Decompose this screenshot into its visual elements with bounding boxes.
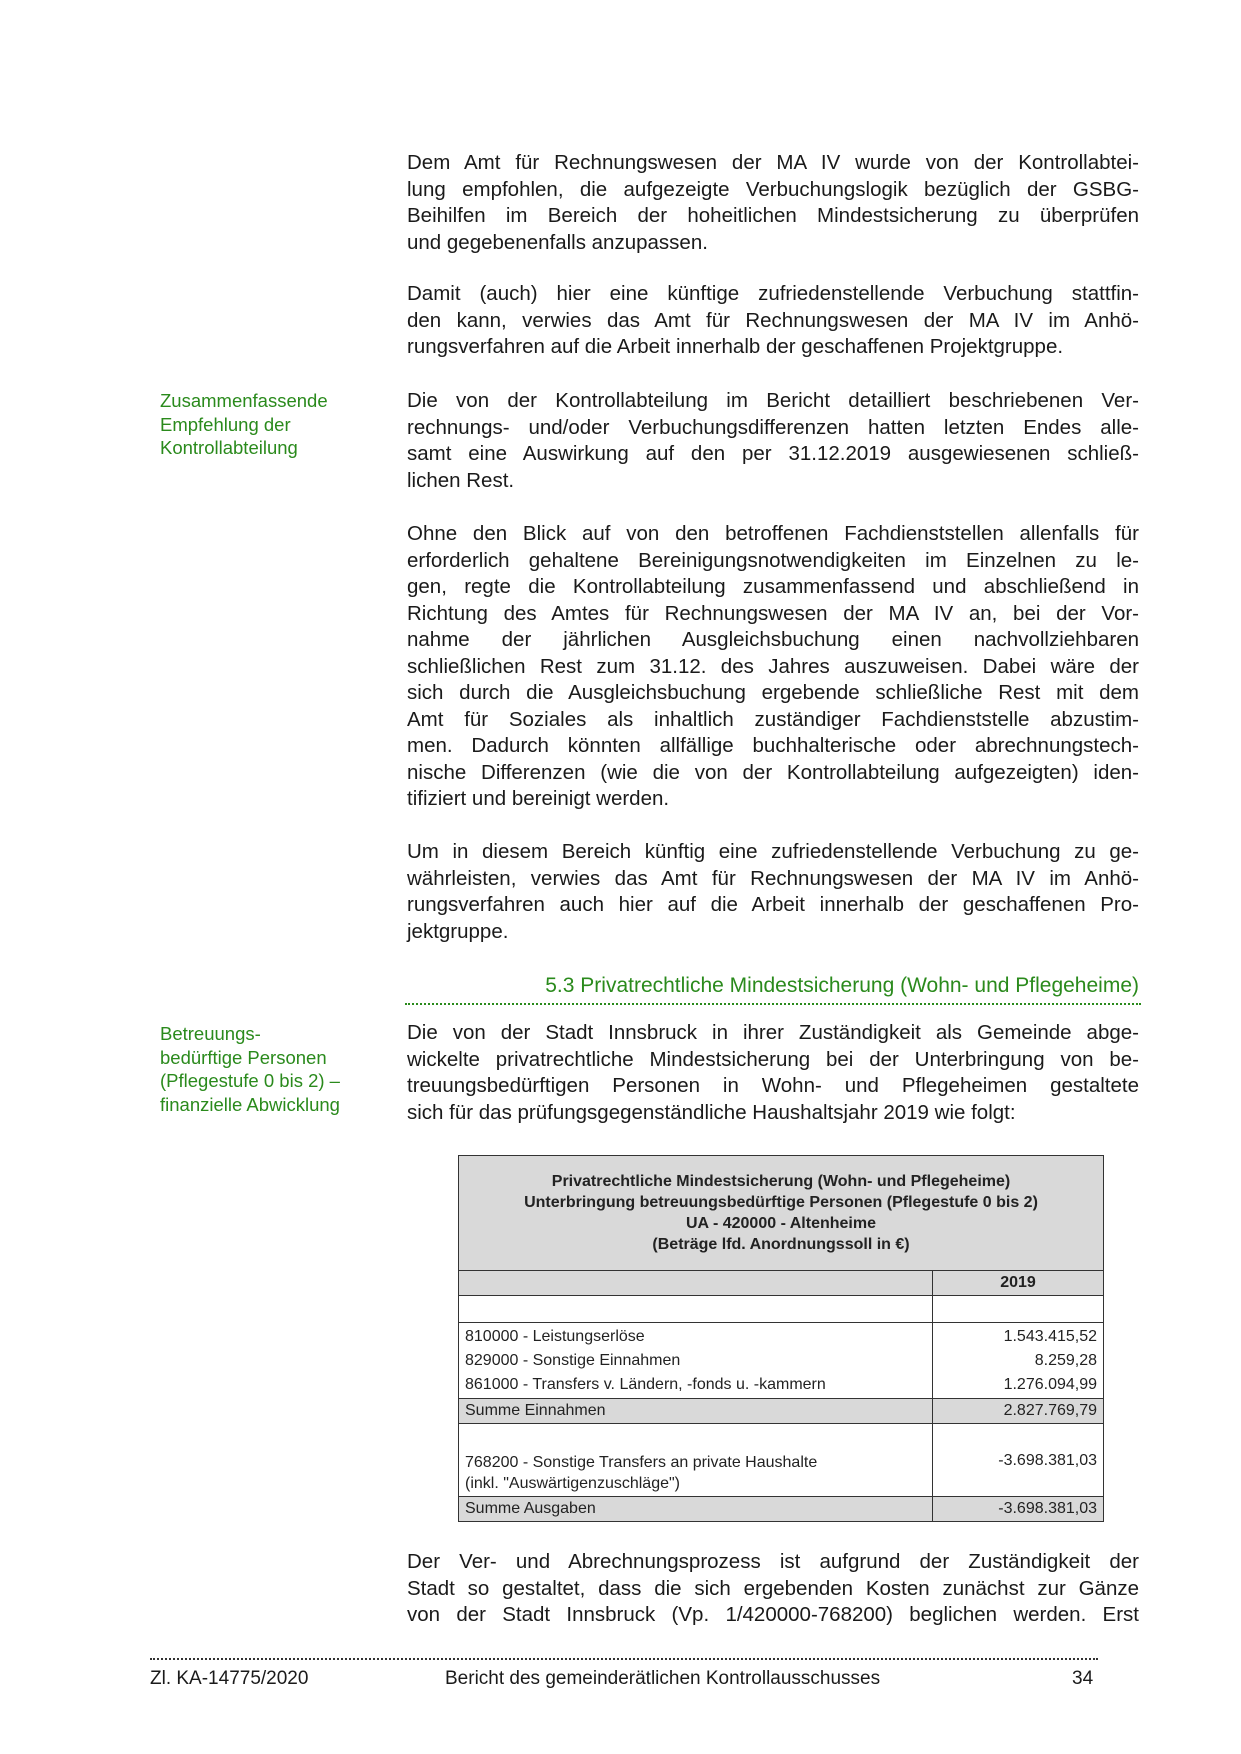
section-heading: 5.3 Privatrechtliche Mindestsicherung (Wohn- und Pflegeheime): [545, 974, 1139, 997]
text-line: rungsverfahren auf die Arbeit innerhalb der geschaffenen Projektgruppe.: [407, 335, 1064, 358]
table-row-income-sum: [459, 1399, 1104, 1424]
text-line: Ohne den Blick auf von den betroffenen Fachdienststellen allenfalls für: [407, 522, 1139, 545]
text-line: treuungsbedürftigen Personen in Wohn- und Pflegeheimen gestaltete: [407, 1074, 1139, 1097]
paragraph-adjustment-booking: [407, 521, 1139, 813]
income-value: 1.276.094,99: [1003, 1375, 1097, 1393]
blank-cell: [459, 1296, 933, 1323]
financial-table: [458, 1155, 1104, 1522]
text-line: Beihilfen im Bereich der hoheitlichen Mindestsicherung zu überprüfen: [407, 204, 1139, 227]
income-values: [933, 1323, 1104, 1399]
footer-dotted-divider: [150, 1658, 1098, 1660]
year-header: 2019: [933, 1271, 1104, 1296]
paragraph-project-group: [407, 281, 1139, 361]
income-sum-label: Summe Einnahmen: [459, 1399, 933, 1424]
expense-sum-value: -3.698.381,03: [933, 1497, 1104, 1522]
text-line: Amt für Soziales als inhaltlich zuständiger Fachdienststelle abzustim-: [407, 707, 1139, 731]
income-label: 861000 - Transfers v. Ländern, -fonds u. -kammern: [465, 1375, 826, 1393]
text-line: Richtung des Amtes für Rechnungswesen der MA IV an, bei der Vor-: [407, 601, 1139, 625]
income-value: 1.543.415,52: [1003, 1327, 1097, 1345]
table-title-line: Privatrechtliche Mindestsicherung (Wohn- und Pflegeheime): [551, 1173, 1011, 1190]
side-note-line: (Pflegestufe 0 bis 2) –: [160, 1070, 340, 1091]
expense-label-line: (inkl. "Auswärtigenzuschläge"): [465, 1475, 681, 1492]
income-value: 8.259,28: [1034, 1351, 1097, 1369]
text-line: sich für das prüfungsgegenständliche Haushaltsjahr 2019 wie folgt:: [407, 1100, 1016, 1124]
text-line: Der Ver- und Abrechnungsprozess ist aufgrund der Zuständigkeit der: [407, 1550, 1139, 1573]
text-line: tifiziert und bereinigt werden.: [407, 787, 670, 810]
text-line: schließlichen Rest zum 31.12. des Jahres auszuweisen. Dabei wäre der: [407, 654, 1139, 678]
expense-value: -3.698.381,03: [933, 1424, 1104, 1497]
text-line: Um in diesem Bereich künftig eine zufriedenstellende Verbuchung zu ge-: [407, 840, 1139, 863]
side-note-line: finanzielle Abwicklung: [160, 1093, 340, 1115]
text-line: Dem Amt für Rechnungswesen der MA IV wurde von der Kontrollabtei-: [407, 151, 1139, 174]
text-line: Damit (auch) hier eine künftige zufriedenstellende Verbuchung stattfin-: [407, 282, 1139, 305]
text-line: samt eine Auswirkung auf den per 31.12.2019 ausgewiesenen schließ-: [407, 442, 1139, 465]
expense-label: [459, 1424, 933, 1497]
table-title: [459, 1156, 1104, 1271]
text-line: währleisten, verwies das Amt für Rechnungswesen der MA IV im Anhö-: [407, 866, 1139, 890]
text-line: von der Stadt Innsbruck (Vp. 1/420000-768200) beglichen werden. Erst: [407, 1603, 1139, 1626]
text-line: nahme der jährlichen Ausgleichsbuchung einen nachvollziehbaren: [407, 628, 1139, 651]
text-line: nische Differenzen (wie die von der Kontrollabteilung aufgezeigten) iden-: [407, 760, 1139, 784]
header-empty-cell: [459, 1271, 933, 1296]
side-note-line: Betreuungs-: [160, 1023, 261, 1044]
text-line: rechnungs- und/oder Verbuchungsdifferenzen hatten letzten Endes alle-: [407, 415, 1139, 439]
text-line: jektgruppe.: [407, 919, 509, 943]
expense-sum-label: Summe Ausgaben: [459, 1497, 933, 1522]
text-line: und gegebenenfalls anzupassen.: [407, 230, 708, 254]
income-sum-value: 2.827.769,79: [933, 1399, 1104, 1424]
side-note-summary-recommendation: [160, 389, 375, 460]
expense-label-line: 768200 - Sonstige Transfers an private Haushalte: [465, 1454, 818, 1471]
table-row-income: [459, 1323, 1104, 1399]
page-number: 34: [1072, 1668, 1094, 1689]
paragraph-recommendation-gsbg: [407, 150, 1139, 256]
text-line: den kann, verwies das Amt für Rechnungswesen der MA IV im Anhö-: [407, 308, 1139, 332]
text-line: lichen Rest.: [407, 468, 515, 492]
footer-title: Bericht des gemeinderätlichen Kontrollausschusses: [445, 1668, 881, 1689]
side-note-care-persons: [160, 1022, 375, 1116]
blank-cell: [933, 1296, 1104, 1323]
text-line: lung empfohlen, die aufgezeigte Verbuchungslogik bezüglich der GSBG-: [407, 177, 1139, 201]
text-line: Stadt so gestaltet, dass die sich ergebenden Kosten zunächst zur Gänze: [407, 1576, 1139, 1600]
text-line: Die von der Stadt Innsbruck in ihrer Zuständigkeit als Gemeinde abge-: [407, 1021, 1139, 1044]
text-line: gen, regte die Kontrollabteilung zusammenfassend und abschließend in: [407, 575, 1139, 598]
table-title-line: Unterbringung betreuungsbedürftige Personen (Pflegestufe 0 bis 2): [524, 1194, 1038, 1211]
side-note-line: Zusammenfassende: [160, 390, 328, 411]
heading-dotted-divider: [405, 1003, 1141, 1005]
paragraph-differences: [407, 388, 1139, 494]
text-line: men. Dadurch könnten allfällige buchhalterische oder abrechnungstech-: [407, 734, 1139, 757]
income-labels: [459, 1323, 933, 1399]
table-row-expense-sum: [459, 1497, 1104, 1522]
text-line: erforderlich gehaltene Bereinigungsnotwendigkeiten im Einzelnen zu le-: [407, 548, 1139, 572]
paragraph-future-booking: [407, 839, 1139, 945]
income-label: 829000 - Sonstige Einnahmen: [465, 1351, 681, 1369]
side-note-line: Kontrollabteilung: [160, 437, 298, 458]
paragraph-introduction-table: [407, 1020, 1139, 1126]
text-line: Die von der Kontrollabteilung im Bericht detailliert beschriebenen Ver-: [407, 389, 1139, 412]
footer-reference: Zl. KA-14775/2020: [150, 1668, 309, 1689]
table-title-line: (Beträge lfd. Anordnungssoll in €): [652, 1236, 910, 1253]
table-row-expense: [459, 1424, 1104, 1497]
side-note-line: bedürftige Personen: [160, 1046, 327, 1068]
text-line: rungsverfahren auch hier auf die Arbeit innerhalb der geschaffenen Pro-: [407, 893, 1139, 916]
text-line: sich durch die Ausgleichsbuchung ergebende schließliche Rest mit dem: [407, 681, 1139, 704]
income-label: 810000 - Leistungserlöse: [465, 1327, 645, 1345]
paragraph-billing-process: [407, 1549, 1139, 1629]
text-line: wickelte privatrechtliche Mindestsicherung bei der Unterbringung von be-: [407, 1047, 1139, 1071]
side-note-line: Empfehlung der: [160, 413, 291, 435]
table-title-line: UA - 420000 - Altenheime: [686, 1215, 876, 1232]
